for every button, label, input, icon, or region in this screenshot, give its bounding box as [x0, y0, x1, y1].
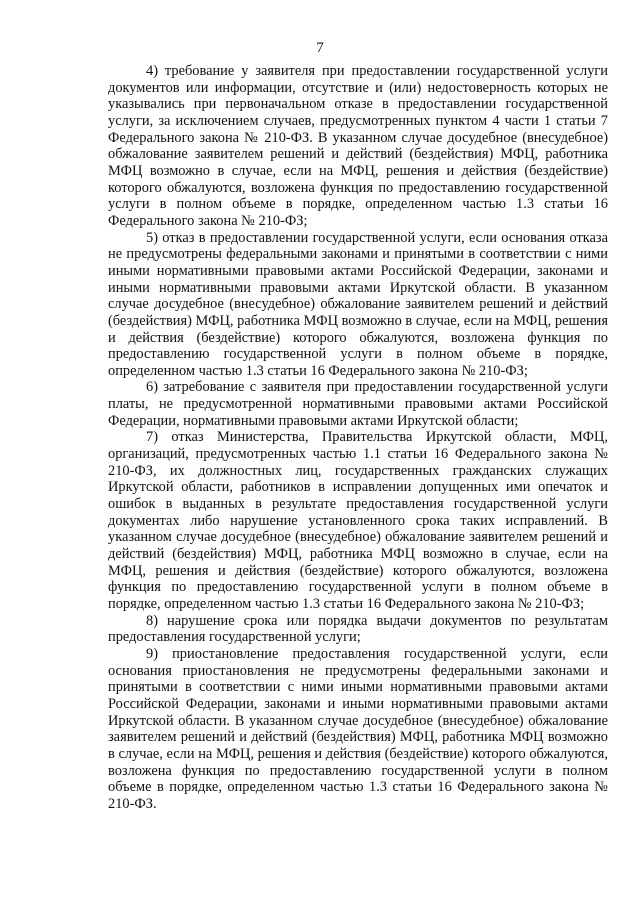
page-number: 7 [316, 40, 324, 56]
paragraph-item-7: 7) отказ Министерства, Правительства Иркутской области, МФЦ, организаций, предусмотренных частью 1.1 статьи 16 Федерального закона № 210-ФЗ, их должностных лиц, государственных гражданских служащих Иркутской области, работников в исправлении допущенных ими опечаток и ошибок в выданных в результате предоставления государственной услуги документах либо нарушение установленного срока таких исправлений. В указанном случае досудебное (внесудебное) обжалование заявителем решений и действий (бездействия) МФЦ, работника МФЦ возможно в случае, если на МФЦ, решения и действия (бездействие) которого обжалуются, возложена функция по предоставлению государственной услуги в полном объеме в порядке, определенном частью 1.3 статьи 16 Федерального закона № 210-ФЗ; [108, 429, 608, 612]
paragraph-item-8: 8) нарушение срока или порядка выдачи документов по результатам предоставления государственной услуги; [108, 612, 608, 646]
paragraph-item-4: 4) требование у заявителя при предоставлении государственной услуги документов или информации, отсутствие и (или) недостоверность которых не указывались при первоначальном отказе в предоставлении государственной услуги, за исключением случаев, предусмотренных пунктом 4 части 1 статьи 7 Федерального закона № 210-ФЗ. В указанном случае досудебное (внесудебное) обжалование заявителем решений и действий (бездействия) МФЦ, работника МФЦ возможно в случае, если на МФЦ, решения и действия (бездействие) которого обжалуются, возложена функция по предоставлению государственной услуги в полном объеме в порядке, определенном частью 1.3 статьи 16 Федерального закона № 210-ФЗ; [108, 63, 608, 229]
paragraph-item-6: 6) затребование с заявителя при предоставлении государственной услуги платы, не предусмотренной нормативными правовыми актами Российской Федерации, нормативными правовыми актами Иркутской области; [108, 379, 608, 429]
paragraph-item-5: 5) отказ в предоставлении государственной услуги, если основания отказа не предусмотрены федеральными законами и принятыми в соответствии с ними иными нормативными правовыми актами Российской Федерации, законами и иными нормативными правовыми актами Иркутской области. В указанном случае досудебное (внесудебное) обжалование заявителем решений и действий (бездействия) МФЦ, работника МФЦ возможно в случае, если на МФЦ, решения и действия (бездействие) которого обжалуются, возложена функция по предоставлению государственной услуги в полном объеме в порядке, определенном частью 1.3 статьи 16 Федерального закона № 210-ФЗ; [108, 229, 608, 379]
paragraph-item-9: 9) приостановление предоставления государственной услуги, если основания приостановления не предусмотрены федеральными законами и принятыми в соответствии с ними иными нормативными правовыми актами Российской Федерации, законами и иными нормативными правовыми актами Иркутской области. В указанном случае досудебное (внесудебное) обжалование заявителем решений и действий (бездействия) МФЦ, работника МФЦ возможно в случае, если на МФЦ, решения и действия (бездействие) которого обжалуются, возложена функция по предоставлению государственной услуги в полном объеме в порядке, определенном частью 1.3 статьи 16 Федерального закона № 210-ФЗ. [108, 645, 608, 812]
document-body [108, 63, 608, 813]
